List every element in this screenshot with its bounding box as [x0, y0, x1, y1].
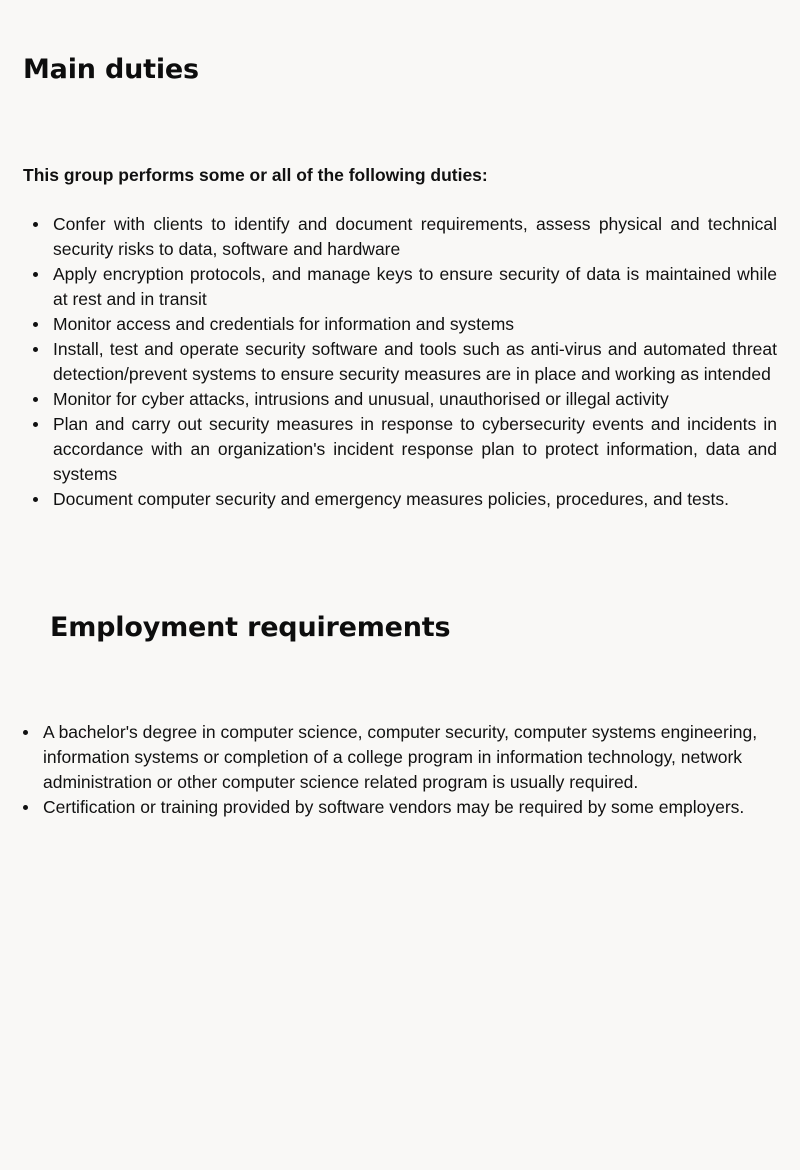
list-item: Confer with clients to identify and document requirements, assess physical and technical security risks to data, software and hardware [53, 212, 777, 262]
duties-list [53, 212, 777, 512]
employment-requirements-heading: Employment requirements [50, 612, 451, 643]
list-item: Document computer security and emergency measures policies, procedures, and tests. [53, 487, 777, 512]
list-item: Apply encryption protocols, and manage keys to ensure security of data is maintained while at rest and in transit [53, 262, 777, 312]
list-item: A bachelor's degree in computer science, computer security, computer systems engineering, information systems or completion of a college program in information technology, network administration or other computer science related program is usually required. [43, 720, 777, 795]
requirements-list [43, 720, 777, 820]
list-item: Plan and carry out security measures in response to cybersecurity events and incidents in accordance with an organization's incident response plan to protect information, data and systems [53, 412, 777, 487]
list-item: Install, test and operate security software and tools such as anti-virus and automated threat detection/prevent systems to ensure security measures are in place and working as intended [53, 337, 777, 387]
list-item: Monitor for cyber attacks, intrusions and unusual, unauthorised or illegal activity [53, 387, 777, 412]
list-item: Certification or training provided by software vendors may be required by some employers. [43, 795, 777, 820]
duties-intro: This group performs some or all of the following duties: [23, 165, 488, 185]
main-duties-heading: Main duties [23, 54, 199, 85]
list-item: Monitor access and credentials for information and systems [53, 312, 777, 337]
